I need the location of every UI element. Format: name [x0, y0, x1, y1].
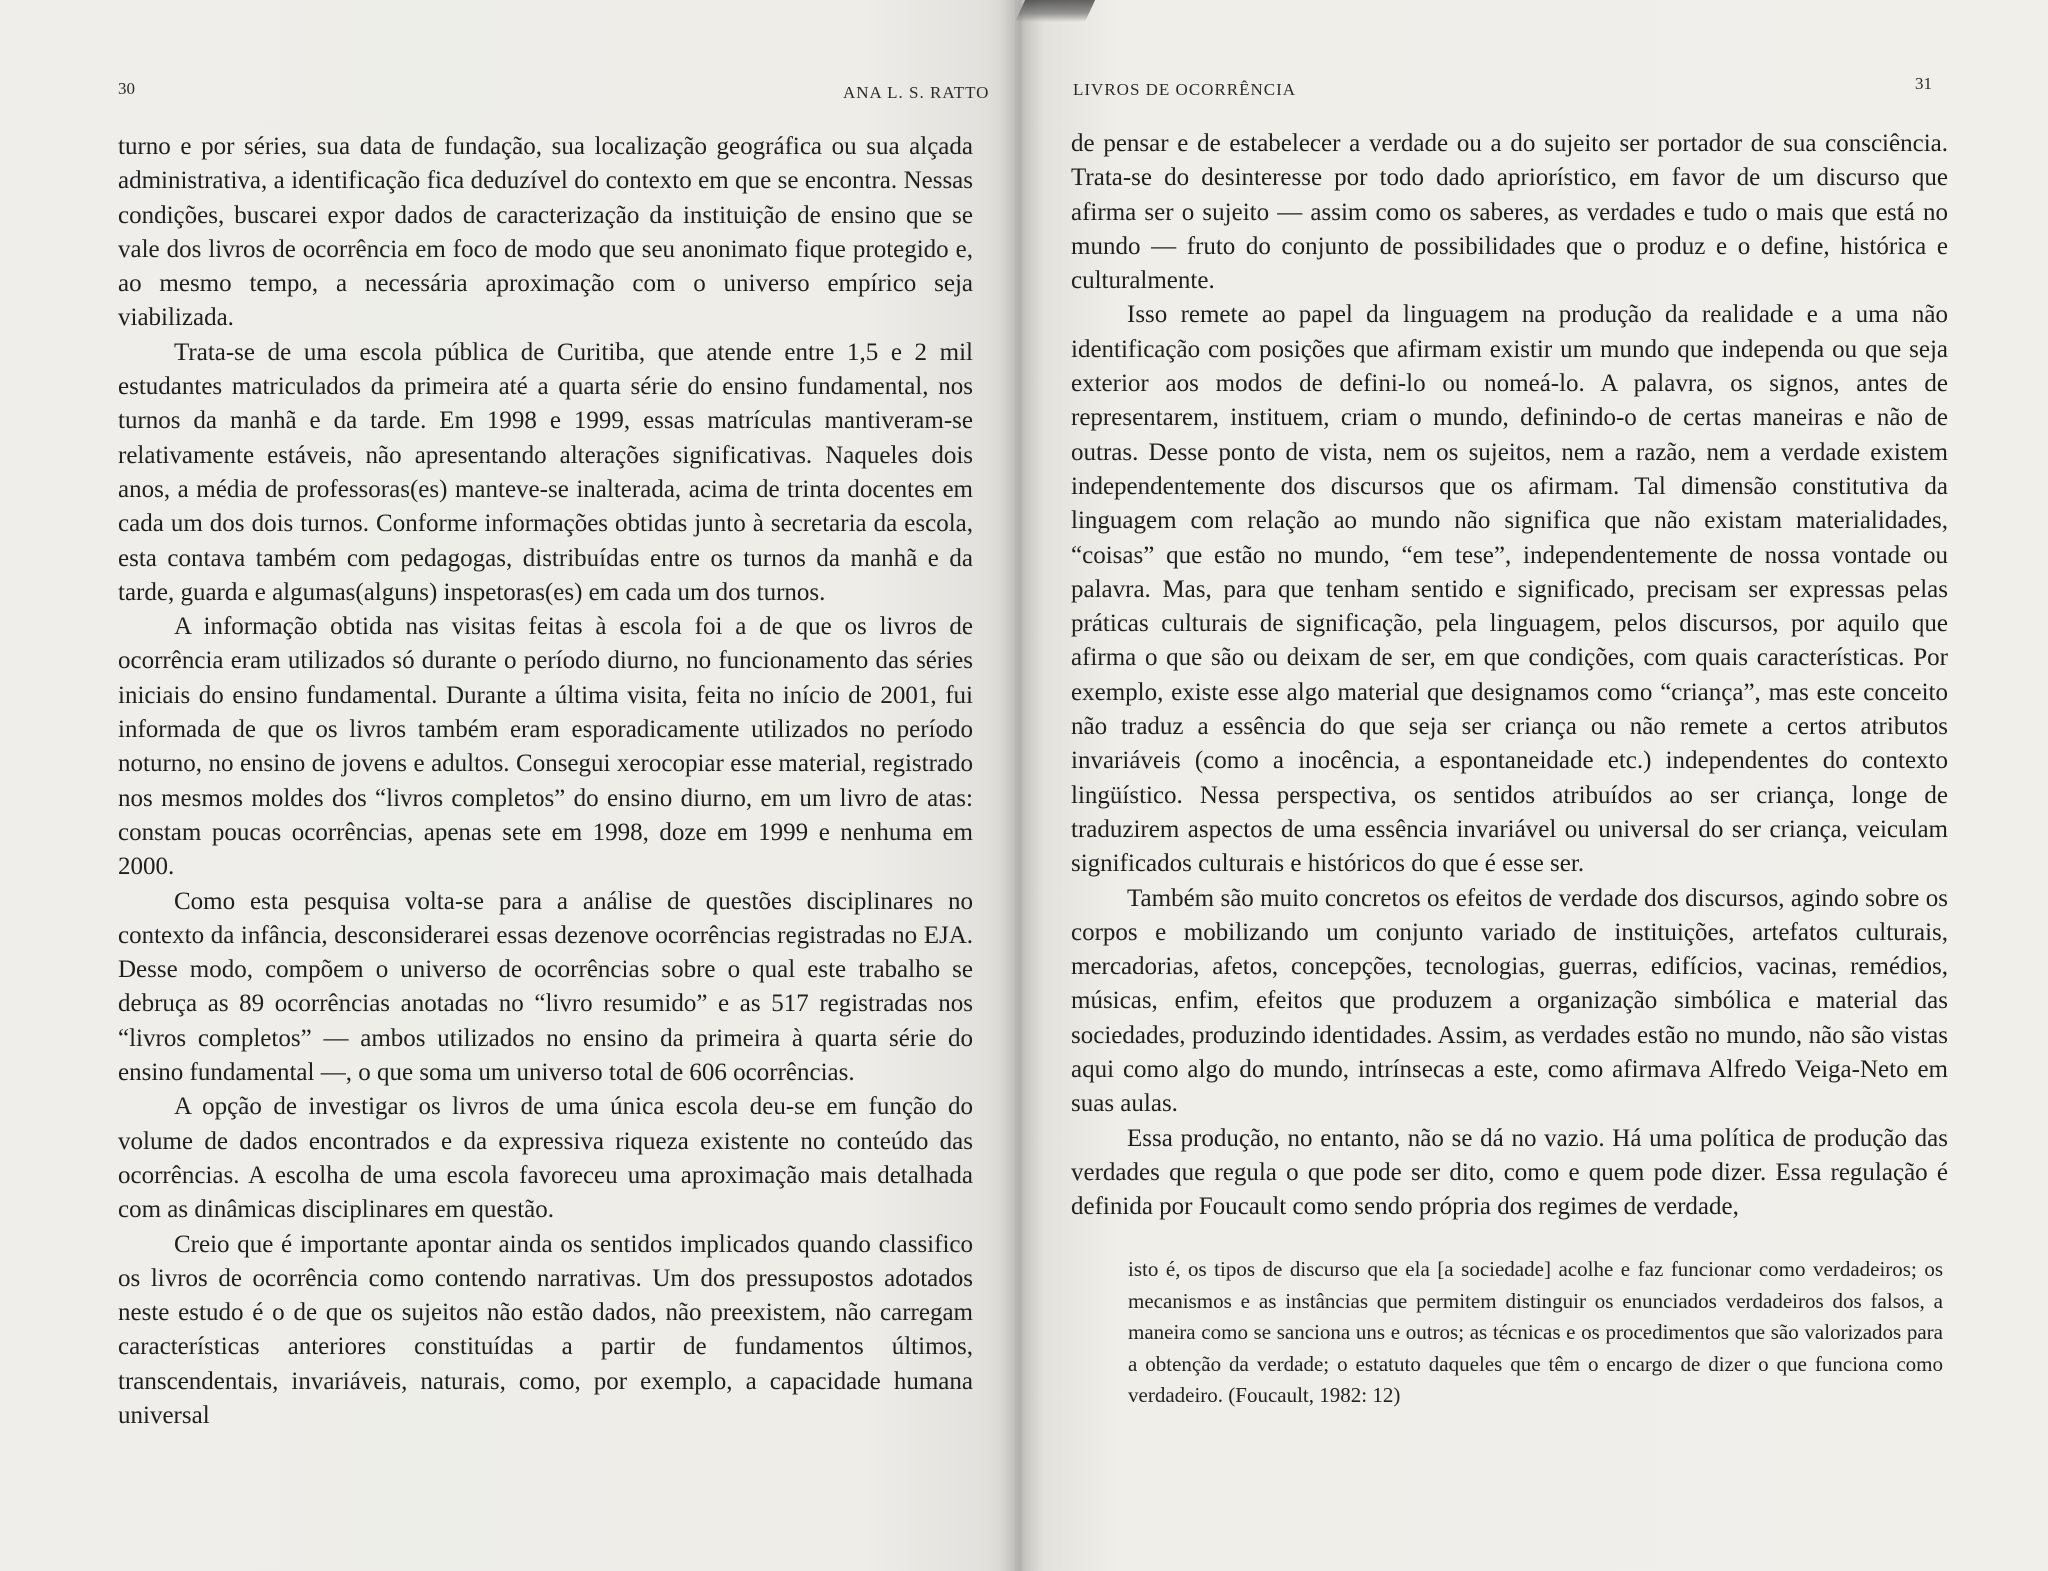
paragraph: Essa produção, no entanto, não se dá no vazio. Há uma política de produção das verdades que regula o que pode ser dito, como e quem pode dizer. Essa regulação é definida por Foucault como sendo própria dos regimes de verdade, [1071, 1124, 1948, 1221]
paragraph: Também são muito concretos os efeitos de verdade dos discursos, agindo sobre os corpos e mobilizando um conjunto variado de instituições, artefatos culturais, mercadorias, afetos, concepções, tecnologias, guerras, edifícios, vacinas, remédios, músicas, enfim, efeitos que produzem a organização simbólica e material das sociedades, produzindo identidades. Assim, as verdades estão no mundo, não são vistas aqui como algo do mundo, intrínsecas a este, como afirmava Alfredo Veiga-Neto em suas aulas. [1071, 884, 1948, 1118]
running-head: LIVROS DE OCORRÊNCIA [1073, 80, 1297, 99]
right-body [1071, 127, 1948, 1225]
paragraph: Isso remete ao papel da linguagem na produção da realidade e a uma não identificação com posições que afirmam existir um mundo que independa ou que seja exterior aos modos de defini-lo ou nomeá-lo. A palavra, os signos, antes de representarem, instituem, criam o mundo, definindo-o de certas maneiras e não de outras. Desse ponto de vista, nem os sujeitos, nem a razão, nem a verdade existem independentemente dos discursos que os afirmam. Tal dimensão constitutiva da linguagem com relação ao mundo não significa que não existam materialidades, “coisas” que estão no mundo, “em tese”, independentemente de nossa vontade ou palavra. Mas, para que tenham sentido e significado, precisam ser expressas pelas práticas culturais de significação, pela linguagem, pelos discursos, por aquilo que afirma o que são ou deixam de ser, em que condições, com quais características. Por exemplo, existe esse algo material que designamos como “criança”, mas este conceito não traduz a essência do que seja ser criança ou não remete a certos atributos invariáveis (como a inocência, a espontaneidade etc.) independentes do contexto lingüístico. Nessa perspectiva, os sentidos atribuídos ao ser criança, longe de traduzirem aspectos de uma essência invariável ou universal do ser criança, veiculam significados culturais e históricos do que é esse ser. [1071, 301, 1948, 878]
block-quote [1128, 1254, 1943, 1412]
paragraph: Creio que é importante apontar ainda os sentidos implicados quando classifico os livros de ocorrência como contendo narrativas. Um dos pressupostos adotados neste estudo é o de que os sujeitos não estão dados, não preexistem, não carregam características anteriores constituídas a partir de fundamentos últimos, transcendentais, invariáveis, naturais, como, por exemplo, a capacidade humana universal [118, 1230, 973, 1429]
left-page [0, 0, 1015, 1571]
page-corner-shadow [1015, 0, 1095, 22]
quote-text: isto é, os tipos de discurso que ela [a sociedade] acolhe e faz funcionar como verdadeiros; os mecanismos e as instâncias que permitem distinguir os enunciados verdadeiros dos falsos, a maneira como se sanciona uns e outros; as técnicas e os procedimentos que são valorizados para a obtenção da verdade; o estatuto daqueles que têm o encargo de dizer o que funciona como verdadeiro. (Foucault, 1982: 12) [1128, 1257, 1943, 1407]
paragraph: turno e por séries, sua data de fundação, sua localização geográfica ou sua alçada administrativa, a identificação fica deduzível do contexto em que se encontra. Nessas condições, buscarei expor dados de caracterização da instituição de ensino que se vale dos livros de ocorrência em foco de modo que seu anonimato fique protegido e, ao mesmo tempo, a necessária aproximação com o universo empírico seja viabilizada. [118, 133, 973, 332]
running-head: ANA L. S. RATTO [843, 83, 990, 102]
paragraph: Trata-se de uma escola pública de Curitiba, que atende entre 1,5 e 2 mil estudantes matriculados da primeira até a quarta série do ensino fundamental, nos turnos da manhã e da tarde. Em 1998 e 1999, essas matrículas mantiveram-se relativamente estáveis, não apresentando alterações significativas. Naqueles dois anos, a média de professoras(es) manteve-se inalterada, acima de trinta docentes em cada um dos dois turnos. Conforme informações obtidas junto à secretaria da escola, esta contava também com pedagogas, distribuídas entre os turnos da manhã e da tarde, guarda e algumas(alguns) inspetoras(es) em cada um dos turnos. [118, 338, 973, 606]
paragraph: A informação obtida nas visitas feitas à escola foi a de que os livros de ocorrência eram utilizados só durante o período diurno, no funcionamento das séries iniciais do ensino fundamental. Durante a última visita, feita no início de 2001, fui informada de que os livros também eram esporadicamente utilizados no período noturno, no ensino de jovens e adultos. Consegui xerocopiar esse material, registrado nos mesmos moldes dos “livros completos” do ensino diurno, em um livro de atas: constam poucas ocorrências, apenas sete em 1998, doze em 1999 e nenhuma em 2000. [118, 613, 973, 881]
page-number: 30 [118, 79, 135, 98]
right-page [1015, 0, 2048, 1571]
paragraph: Como esta pesquisa volta-se para a análise de questões disciplinares no contexto da infância, desconsiderarei essas dezenove ocorrências registradas no EJA. Desse modo, compõem o universo de ocorrências sobre o qual este trabalho se debruça as 89 ocorrências anotadas no “livro resumido” e as 517 registradas nos “livros completos” — ambos utilizados no ensino da primeira à quarta série do ensino fundamental —, o que soma um universo total de 606 ocorrências. [118, 887, 973, 1087]
gutter-shadow [1000, 0, 1040, 1571]
paragraph: de pensar e de estabelecer a verdade ou a do sujeito ser portador de sua consciência. Trata-se do desinteresse por todo dado apriorístico, em favor de um discurso que afirma ser o sujeito — assim como os saberes, as verdades e tudo o mais que está no mundo — fruto do conjunto de possibilidades que o produz e o define, histórica e culturalmente. [1071, 130, 1948, 295]
page-number: 31 [1915, 74, 1932, 93]
paragraph: A opção de investigar os livros de uma única escola deu-se em função do volume de dados encontrados e da expressiva riqueza existente no conteúdo das ocorrências. A escolha de uma escola favoreceu uma aproximação mais detalhada com as dinâmicas disciplinares em questão. [118, 1093, 973, 1224]
left-body [118, 130, 973, 1433]
